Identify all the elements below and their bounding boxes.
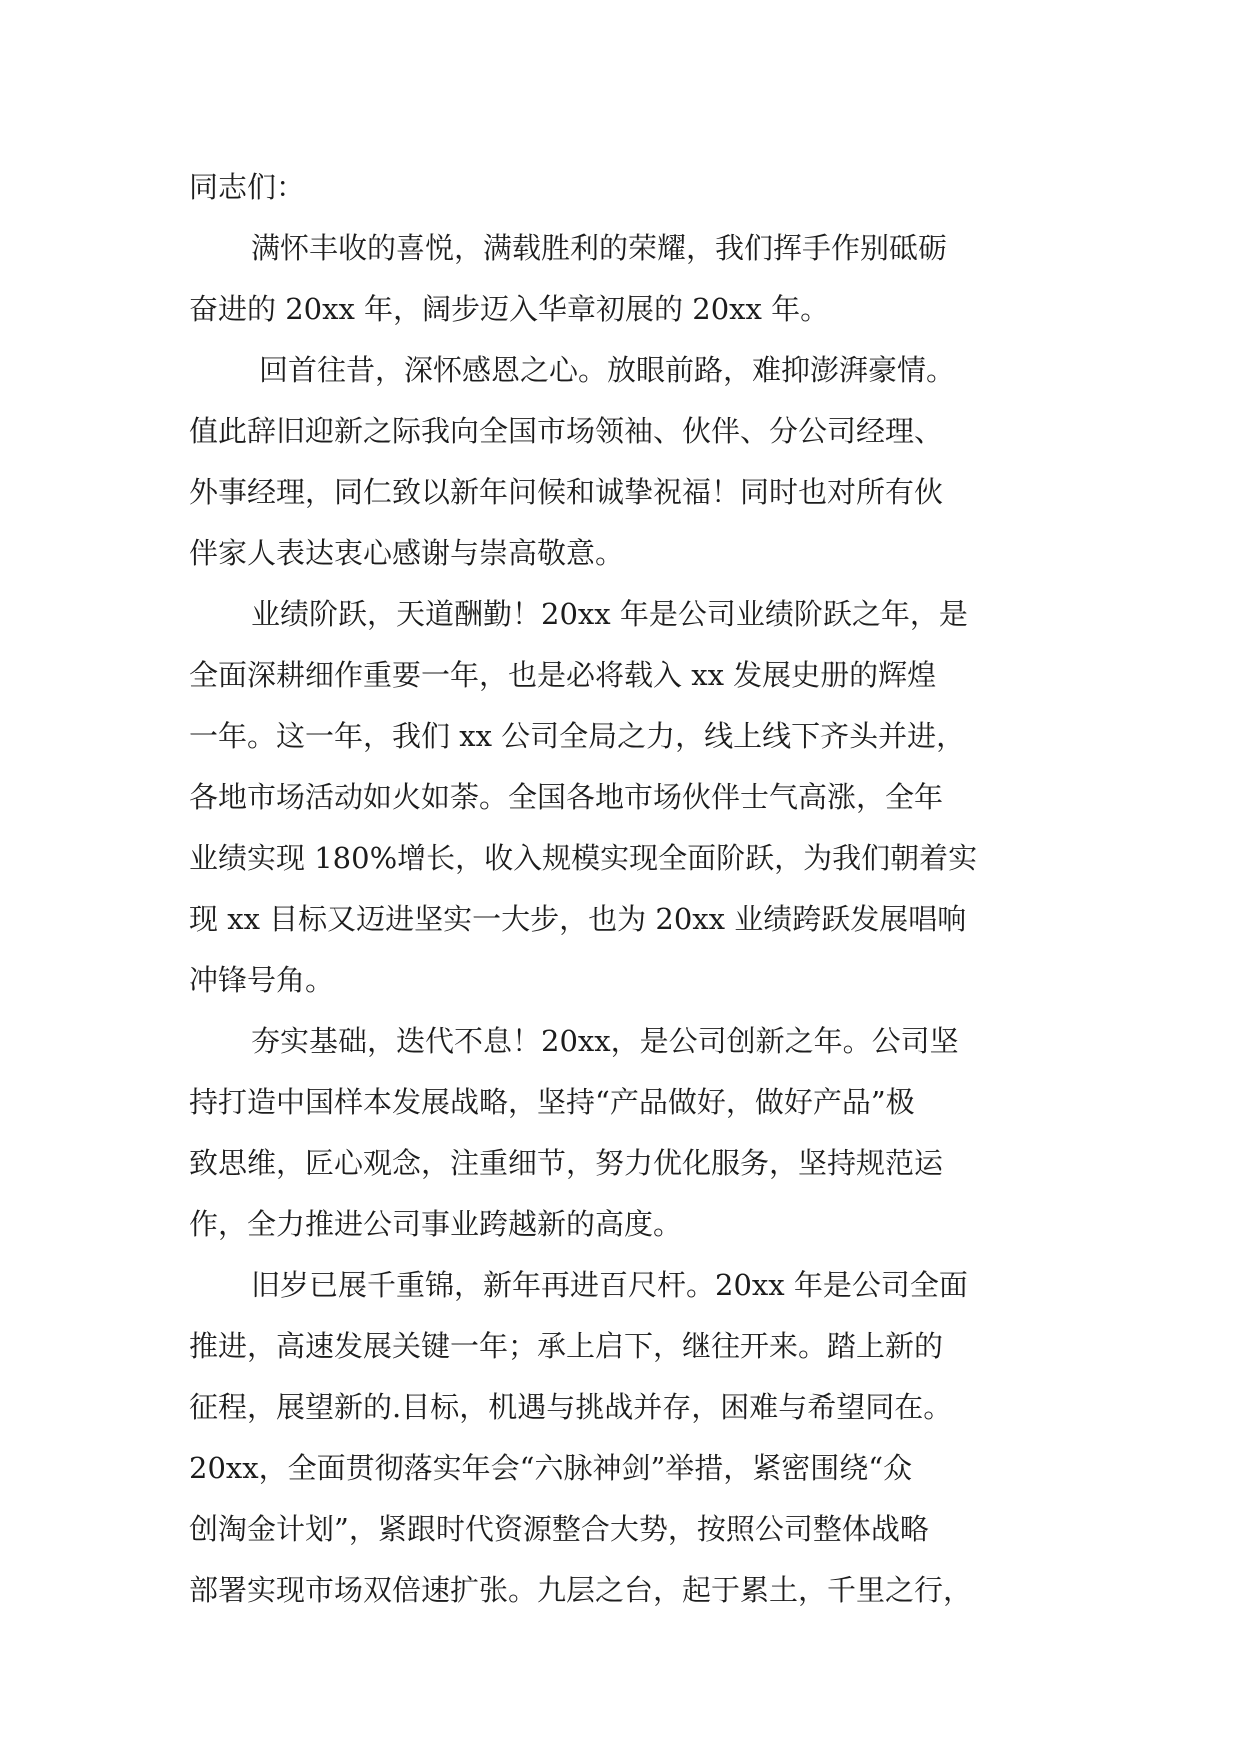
paragraph (189, 340, 1053, 584)
paragraph-line: 满怀丰收的喜悦，满载胜利的荣耀，我们挥手作别砥砺 (251, 231, 948, 265)
paragraph-line: 奋进的 20xx 年，阔步迈入华章初展的 20xx 年。 (189, 292, 830, 326)
paragraph-line: 值此辞旧迎新之际我向全国市场领袖、伙伴、分公司经理、 (189, 414, 944, 448)
paragraph-line: 夯实基础，迭代不息！20xx，是公司创新之年。公司坚 (251, 1024, 959, 1058)
paragraph-line: 旧岁已展千重锦，新年再进百尺杆。20xx 年是公司全面 (251, 1268, 968, 1302)
paragraph-line: 推进，高速发展关键一年；承上启下，继往开来。踏上新的 (189, 1329, 944, 1363)
paragraph-line: 冲锋号角。 (189, 963, 335, 997)
paragraph-line: 征程，展望新的.目标，机遇与挑战并存，困难与希望同在。 (189, 1390, 953, 1424)
paragraph-line: 创淘金计划”，紧跟时代资源整合大势，按照公司整体战略 (189, 1512, 929, 1546)
paragraph (189, 1011, 1053, 1255)
paragraph-line: 全面深耕细作重要一年，也是必将载入 xx 发展史册的辉煌 (189, 658, 937, 692)
document-body (189, 157, 1053, 1621)
paragraph-line: 部署实现市场双倍速扩张。九层之台，起于累土，千里之行， (189, 1573, 973, 1607)
paragraph (189, 584, 1053, 1011)
paragraph (189, 1255, 1053, 1621)
paragraph-line: 伴家人表达衷心感谢与崇高敬意。 (189, 536, 625, 570)
paragraph-line: 回首往昔，深怀感恩之心。放眼前路，难抑澎湃豪情。 (259, 353, 956, 387)
paragraph-line: 外事经理，同仁致以新年问候和诚挚祝福！同时也对所有伙 (189, 475, 944, 509)
paragraph-line: 20xx，全面贯彻落实年会“六脉神剑”举措，紧密围绕“众 (189, 1451, 913, 1485)
paragraph-line: 各地市场活动如火如荼。全国各地市场伙伴士气高涨，全年 (189, 780, 944, 814)
paragraph-line: 致思维，匠心观念，注重细节，努力优化服务，坚持规范运 (189, 1146, 944, 1180)
paragraph-line: 现 xx 目标又迈进坚实一大步，也为 20xx 业绩跨跃发展唱响 (189, 902, 967, 936)
paragraph-line: 一年。这一年，我们 xx 公司全局之力，线上线下齐头并进， (189, 719, 966, 753)
paragraph-line: 业绩阶跃，天道酬勤！20xx 年是公司业绩阶跃之年，是 (251, 597, 968, 631)
paragraph (189, 218, 1053, 340)
paragraph-line: 业绩实现 180%增长，收入规模实现全面阶跃，为我们朝着实 (189, 841, 978, 875)
paragraph-line: 持打造中国样本发展战略，坚持“产品做好，做好产品”极 (189, 1085, 915, 1119)
paragraph-line: 作，全力推进公司事业跨越新的高度。 (189, 1207, 683, 1241)
salutation: 同志们： (189, 170, 306, 204)
